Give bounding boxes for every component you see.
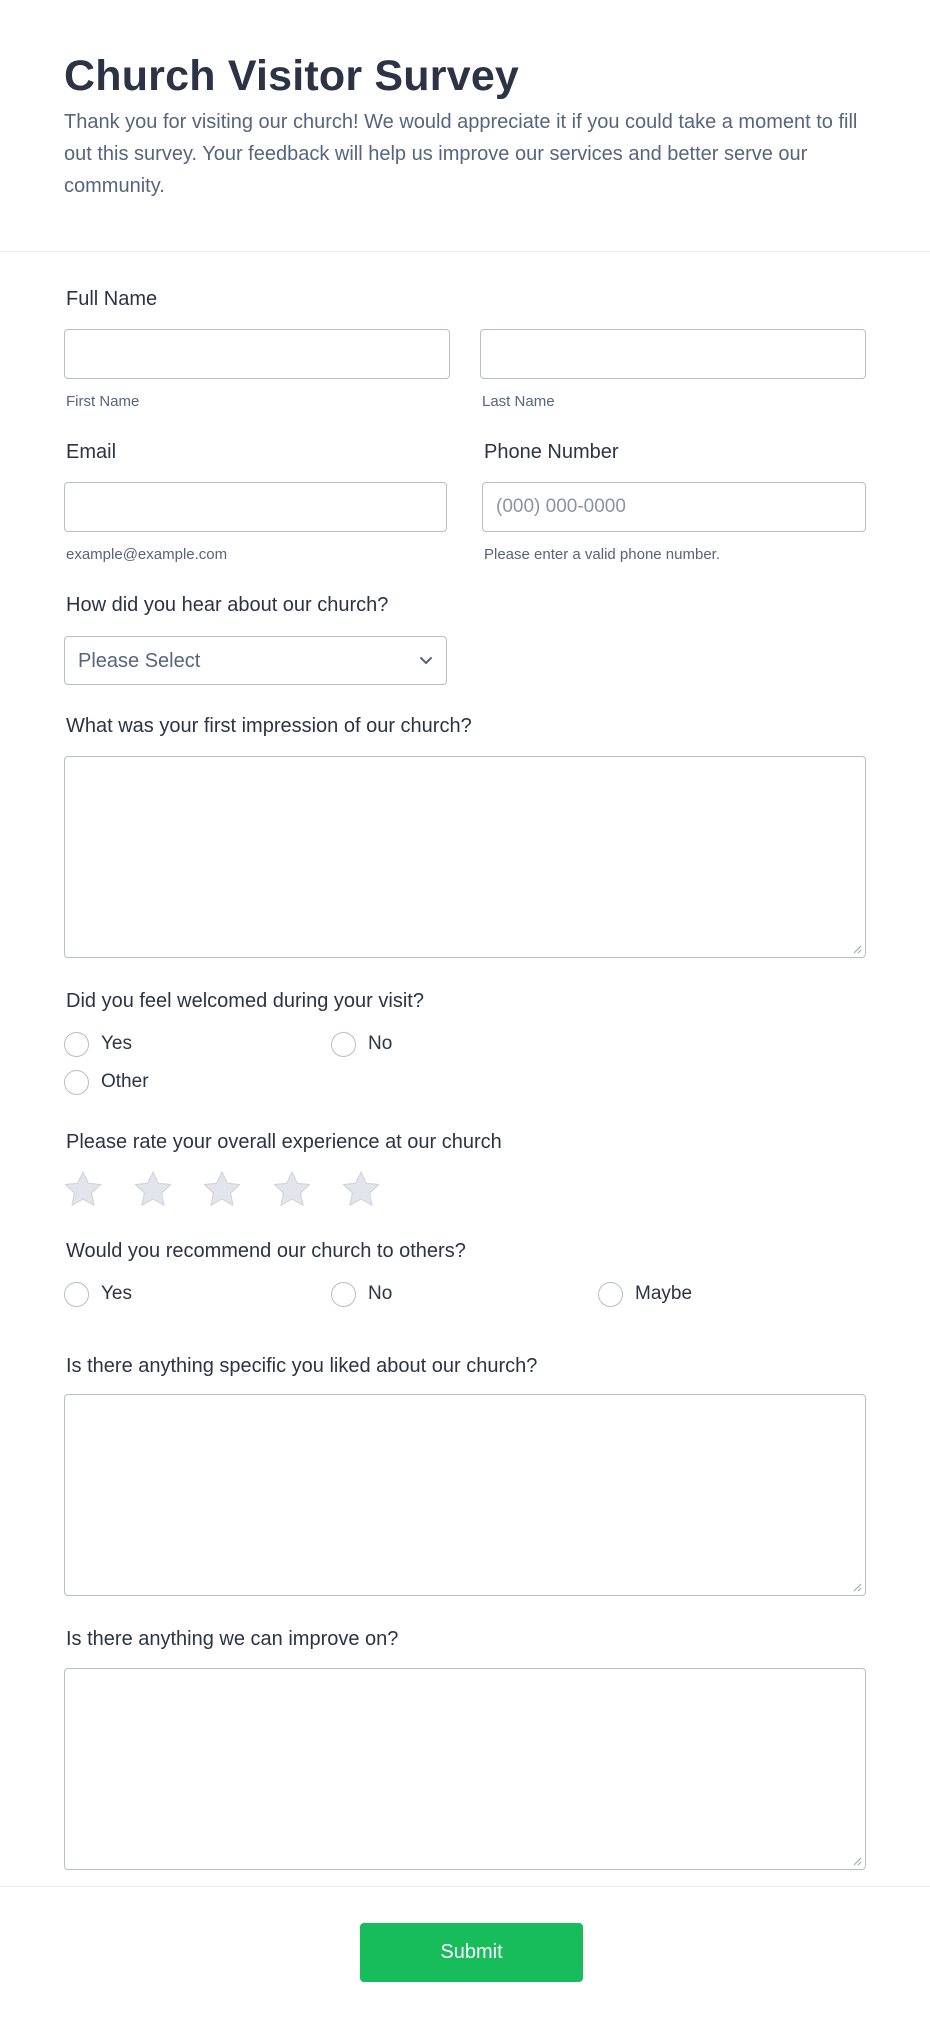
resize-handle-icon[interactable]	[852, 944, 862, 954]
resize-handle-icon[interactable]	[852, 1856, 862, 1866]
radio-label: Other	[101, 1071, 149, 1092]
email-label: Email	[66, 441, 117, 463]
star-icon[interactable]	[341, 1170, 381, 1210]
phone-input[interactable]	[482, 482, 866, 532]
star-icon[interactable]	[63, 1170, 103, 1210]
source-label: How did you hear about our church?	[66, 594, 389, 616]
liked-label: Is there anything specific you liked about our church?	[66, 1355, 538, 1377]
radio-label: No	[368, 1033, 393, 1054]
last-name-input[interactable]	[480, 329, 866, 379]
first-name-input[interactable]	[64, 329, 450, 379]
submit-button[interactable]: Submit	[360, 1923, 583, 1982]
welcomed-option-no[interactable]	[331, 1031, 392, 1057]
radio-circle[interactable]	[64, 1070, 89, 1095]
last-name-sublabel: Last Name	[482, 393, 555, 410]
star-icon[interactable]	[272, 1170, 312, 1210]
source-select[interactable]	[64, 636, 447, 685]
recommend-label: Would you recommend our church to others?	[66, 1240, 466, 1262]
full-name-label: Full Name	[66, 288, 158, 310]
radio-label: Yes	[101, 1283, 132, 1304]
star-icon[interactable]	[202, 1170, 242, 1210]
liked-textarea[interactable]	[64, 1394, 866, 1596]
first-name-sublabel: First Name	[66, 393, 140, 410]
star-icon[interactable]	[133, 1170, 173, 1210]
radio-label: Maybe	[635, 1283, 693, 1304]
resize-handle-icon[interactable]	[852, 1582, 862, 1592]
impression-label: What was your first impression of our church?	[66, 715, 472, 737]
radio-circle[interactable]	[64, 1282, 89, 1307]
impression-textarea[interactable]	[64, 756, 866, 958]
welcomed-label: Did you feel welcomed during your visit?	[66, 990, 424, 1012]
rating-label: Please rate your overall experience at our church	[66, 1131, 502, 1153]
recommend-option-yes[interactable]	[64, 1281, 132, 1307]
welcomed-option-yes[interactable]	[64, 1031, 132, 1057]
radio-label: No	[368, 1283, 393, 1304]
radio-circle[interactable]	[598, 1282, 623, 1307]
radio-circle[interactable]	[64, 1032, 89, 1057]
phone-label: Phone Number	[484, 441, 619, 463]
welcomed-option-other[interactable]	[64, 1069, 149, 1095]
email-input[interactable]	[64, 482, 447, 532]
improve-label: Is there anything we can improve on?	[66, 1628, 399, 1650]
radio-circle[interactable]	[331, 1282, 356, 1307]
email-sublabel: example@example.com	[66, 546, 228, 563]
page-title: Church Visitor Survey	[64, 52, 520, 100]
improve-textarea[interactable]	[64, 1668, 866, 1870]
form-header	[0, 0, 930, 252]
source-select-value: Please Select	[78, 650, 201, 672]
recommend-option-no[interactable]	[331, 1281, 392, 1307]
recommend-option-maybe[interactable]	[598, 1281, 692, 1307]
phone-sublabel: Please enter a valid phone number.	[484, 546, 720, 563]
radio-circle[interactable]	[331, 1032, 356, 1057]
radio-label: Yes	[101, 1033, 132, 1054]
chevron-down-icon	[418, 652, 434, 668]
page-description: Thank you for visiting our church! We would appreciate it if you could take a moment to fill out this survey. Your feedback will help us improve our services and better serve our community.	[64, 111, 858, 197]
